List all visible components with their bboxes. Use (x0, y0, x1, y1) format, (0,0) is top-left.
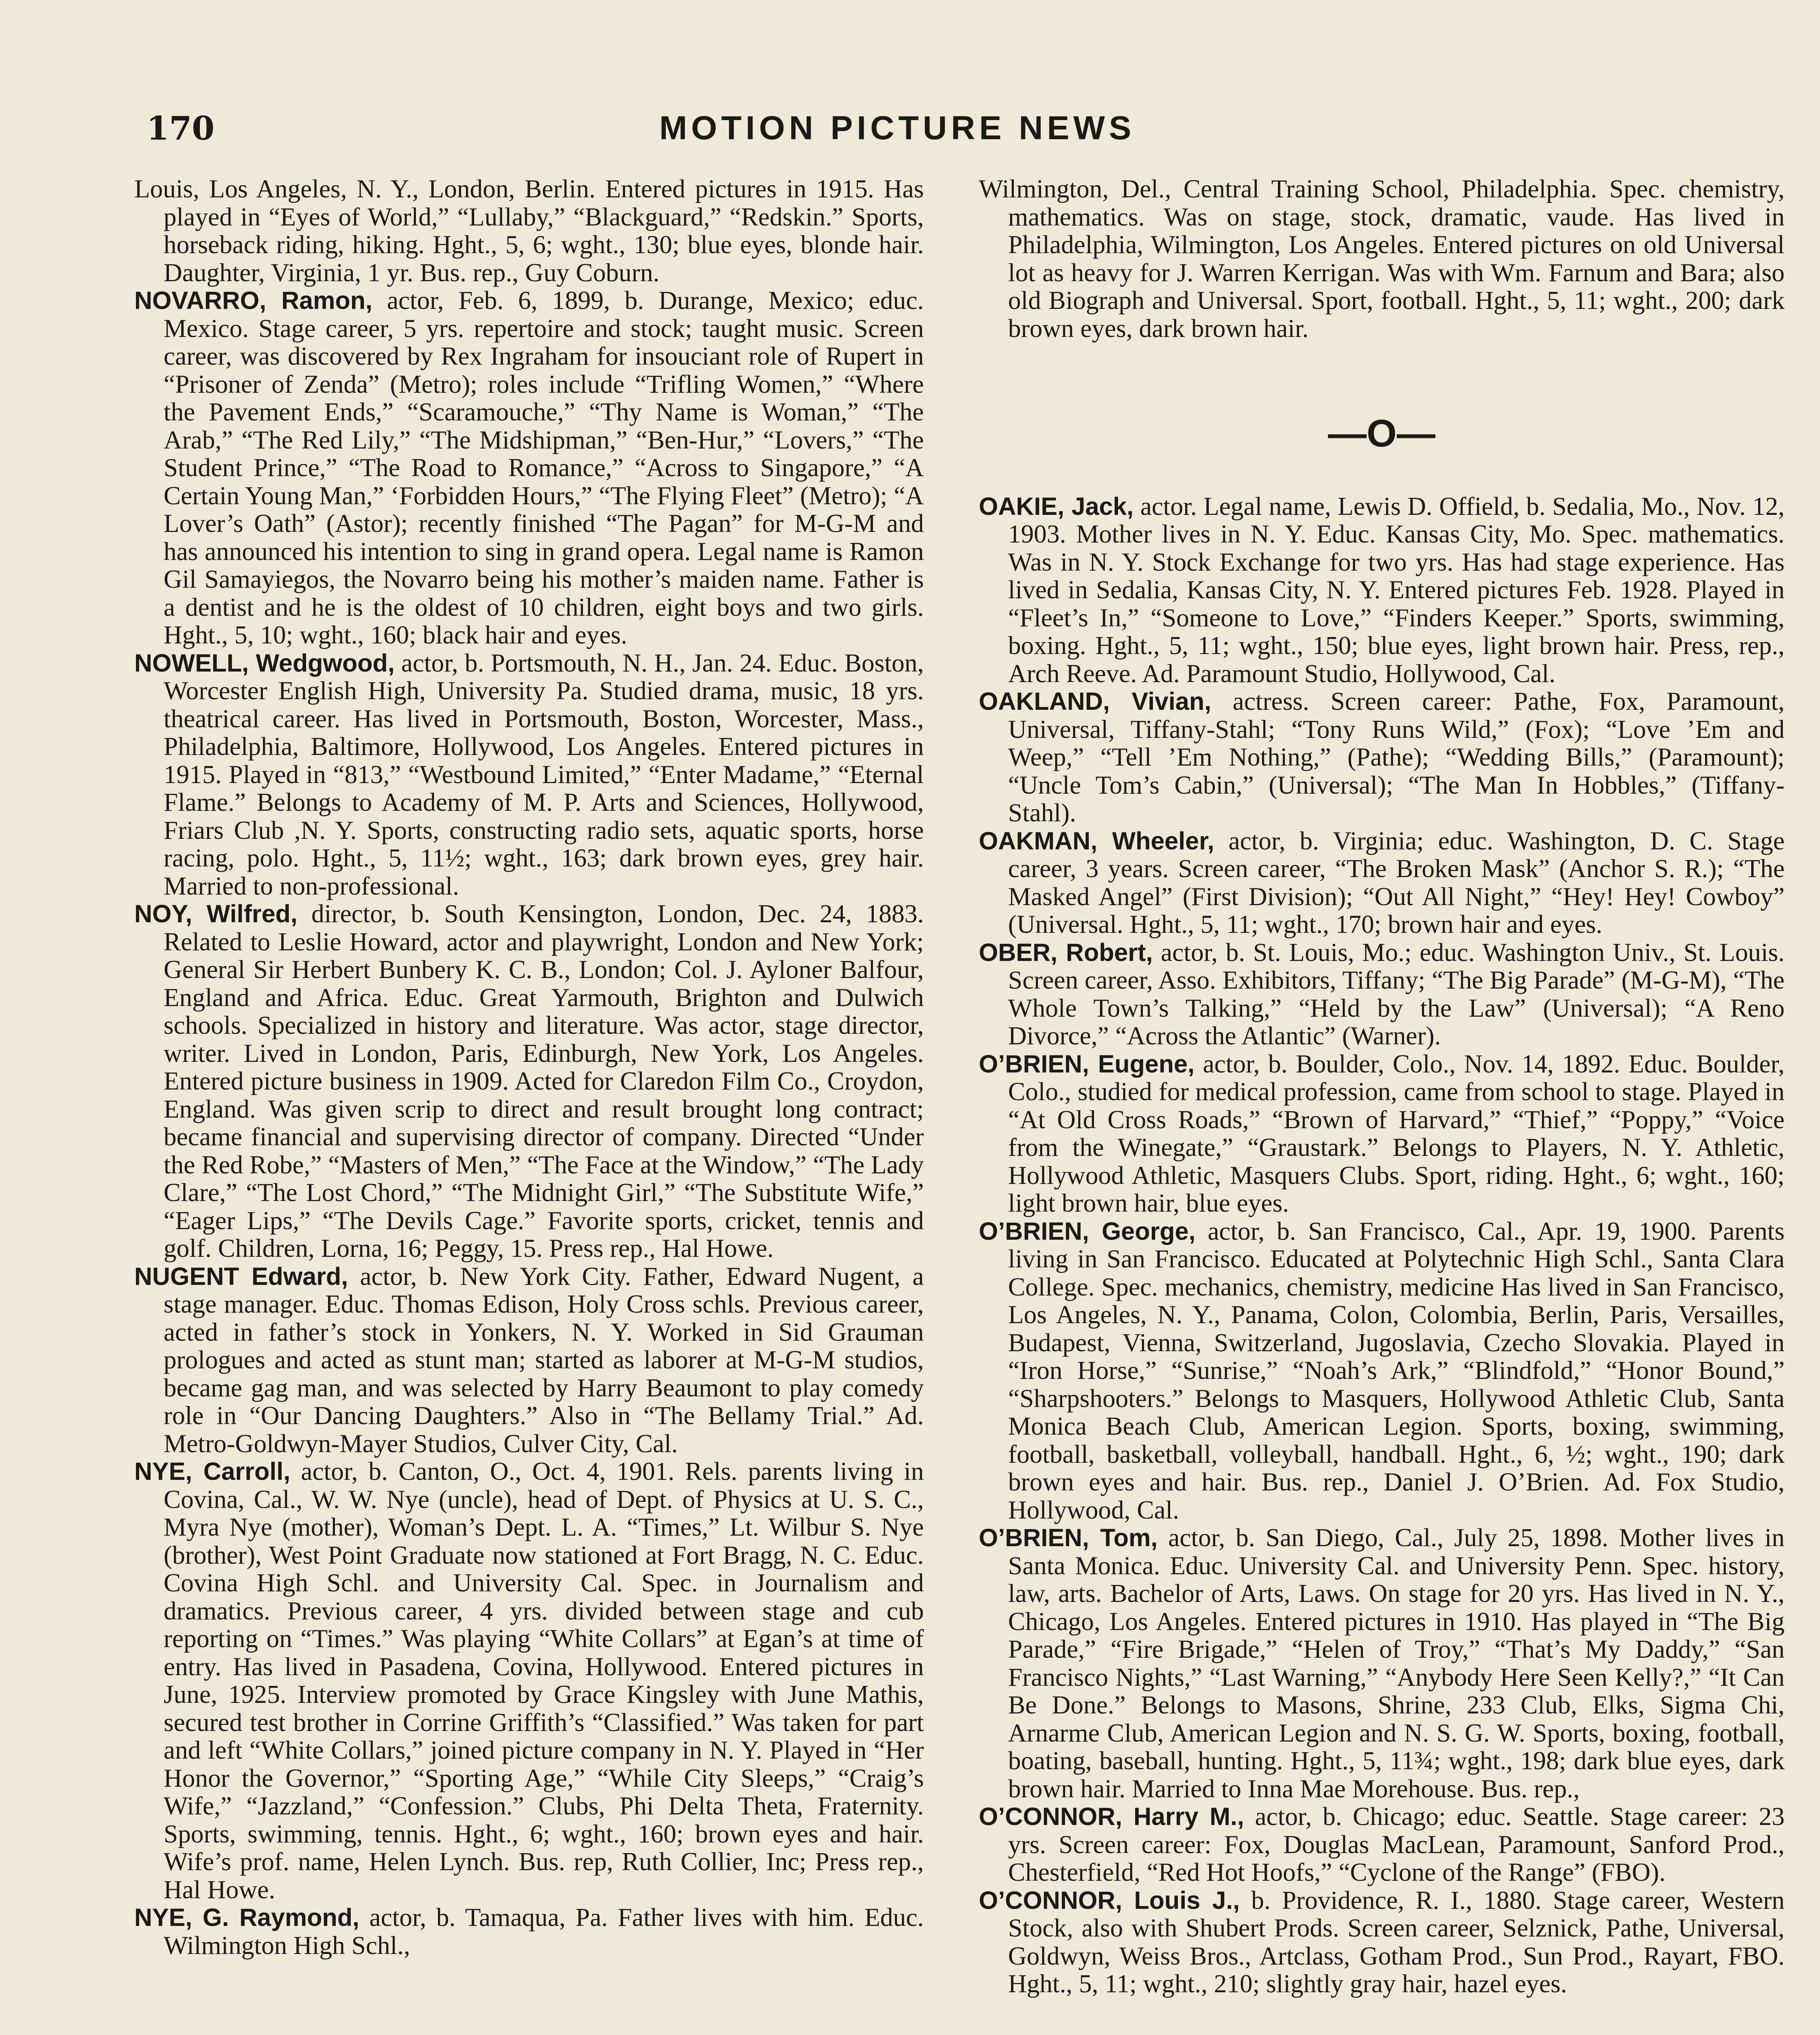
page-number: 170 (147, 109, 214, 147)
entry: Louis, Los Angeles, N. Y., London, Berlin. Entered pictures in 1915. Has played in “Eyes of World,” “Lullaby,” “Blackguard,” “Redskin.” Sports, horseback riding, hiking. Hght., 5, 6; wght., 130; blue eyes, blonde hair. Daughter, Virginia, 1 yr. Bus. rep., Guy Coburn. (134, 175, 924, 287)
entry: NOY, Wilfred, director, b. South Kensington, London, Dec. 24, 1883. Related to Leslie Howard, actor and playwright, London and New York; General Sir Herbert Bunbery K. C. B., London; Col. J. Ayloner Balfour, England and Africa. Educ. Great Yarmouth, Brighton and Dulwich schools. Specialized in history and literature. Was actor, stage director, writer. Lived in London, Paris, Edinburgh, New York, Los Angeles. Entered picture business in 1909. Acted for Claredon Film Co., Croydon, England. Was given scrip to direct and result brought long contract; became financial and supervising director of company. Directed “Under the Red Robe,” “Masters of Men,” “The Face at the Window,” “The Lady Clare,” “The Lost Chord,” “The Midnight Girl,” “The Substitute Wife,” “Eager Lips,” “The Devils Cage.” Favorite sports, cricket, tennis and golf. Children, Lorna, 16; Peggy, 15. Press rep., Hal Howe. (134, 899, 924, 1263)
entry: NUGENT Edward, actor, b. New York City. Father, Edward Nugent, a stage manager. Educ. Thomas Edison, Holy Cross schls. Previous career, acted in father’s stock in Yonkers, N. Y. Worked in Sid Grauman prologues and acted as stunt man; started as laborer at M-G-M studios, became gag man, and was selected by Harry Beaumont to play comedy role in “Our Dancing Daughters.” Also in “The Bellamy Trial.” Ad. Metro-Goldwyn-Mayer Studios, Culver City, Cal. (134, 1262, 924, 1458)
entry: OAKLAND, Vivian, actress. Screen career: Pathe, Fox, Paramount, Universal, Tiffany-Stahl; “Tony Runs Wild,” (Fox); “Love ’Em and Weep,” “Tell ’Em Nothing,” (Pathe); “Wedding Bills,” (Paramount); “Uncle Tom’s Cabin,” (Universal); “The Man In Hobbles,” (Tiffany-Stahl). (979, 687, 1785, 827)
left-column (134, 175, 924, 1959)
entry: OBER, Robert, actor, b. St. Louis, Mo.; educ. Washington Univ., St. Louis. Screen career, Asso. Exhibitors, Tiffany; “The Big Parade” (M-G-M), “The Whole Town’s Talking,” “Held by the Law” (Universal); “A Reno Divorce,” “Across the Atlantic” (Warner). (979, 938, 1785, 1050)
entry: OAKIE, Jack, actor. Legal name, Lewis D. Offield, b. Sedalia, Mo., Nov. 12, 1903. Mother lives in N. Y. Educ. Kansas City, Mo. Spec. mathematics. Was in N. Y. Stock Exchange for two yrs. Has had stage experience. Has lived in Sedalia, Kansas City, N. Y. Entered pictures Feb. 1928. Played in “Fleet’s In,” “Someone to Love,” “Finders Keeper.” Sports, swimming, boxing. Hght., 5, 11; wght., 150; blue eyes, light brown hair. Press, rep., Arch Reeve. Ad. Paramount Studio, Hollywood, Cal. (979, 492, 1785, 688)
entry: O’BRIEN, George, actor, b. San Francisco, Cal., Apr. 19, 1900. Parents living in San Francisco. Educated at Polytechnic High Schl., Santa Clara College. Spec. mechanics, chemistry, medicine Has lived in San Francisco, Los Angeles, N. Y., Panama, Colon, Colombia, Berlin, Paris, Versailles, Budapest, Vienna, Switzerland, Jugoslavia, Czecho Slovakia. Played in “Iron Horse,” “Sunrise,” “Noah’s Ark,” “Blindfold,” “Honor Bound,” “Sharpshooters.” Belongs to Masquers, Hollywood Athletic Club, Santa Monica Beach Club, American Legion. Sports, boxing, swimming, football, basketball, volleyball, handball. Hght., 6, ½; wght., 190; dark brown eyes and hair. Bus. rep., Daniel J. O’Brien. Ad. Fox Studio, Hollywood, Cal. (979, 1217, 1785, 1524)
entry: O’CONNOR, Harry M., actor, b. Chicago; educ. Seattle. Stage career: 23 yrs. Screen career: Fox, Douglas MacLean, Paramount, Sanford Prod., Chesterfield, “Red Hot Hoofs,” “Cyclone of the Range” (FBO). (979, 1802, 1785, 1886)
entry: NYE, G. Raymond, actor, b. Tamaqua, Pa. Father lives with him. Educ. Wilmington High Schl., (134, 1903, 924, 1960)
running-head: MOTION PICTURE NEWS (659, 109, 1135, 147)
entry: O’CONNOR, Louis J., b. Providence, R. I., 1880. Stage career, Western Stock, also with Shubert Prods. Screen career, Selznick, Pathe, Universal, Goldwyn, Weiss Bros., Artclass, Gotham Prod., Sun Prod., Rayart, FBO. Hght., 5, 11; wght., 210; slightly gray hair, hazel eyes. (979, 1886, 1785, 1998)
right-column (979, 175, 1785, 1998)
entry: NOVARRO, Ramon, actor, Feb. 6, 1899, b. Durange, Mexico; educ. Mexico. Stage career, 5 yrs. repertoire and stock; taught music. Screen career, was discovered by Rex Ingraham for insouciant role of Rupert in “Prisoner of Zenda” (Metro); roles include “Trifling Women,” “Where the Pavement Ends,” “Scaramouche,” “Thy Name is Woman,” “The Arab,” “The Red Lily,” “The Midshipman,” “Ben-Hur,” “Lovers,” “The Student Prince,” “The Road to Romance,” “Across to Singapore,” “A Certain Young Man,” ‘Forbidden Hours,” “The Flying Fleet” (Metro); “A Lover’s Oath” (Astor); recently finished “The Pagan” for M-G-M and has announced his intention to sing in grand opera. Legal name is Ramon Gil Samayiegos, the Novarro being his mother’s maiden name. Father is a dentist and he is the oldest of 10 children, eight boys and two girls. Hght., 5, 10; wght., 160; black hair and eyes. (134, 286, 924, 649)
section-letter-divider: —O— (1328, 412, 1435, 455)
entry: O’BRIEN, Eugene, actor, b. Boulder, Colo., Nov. 14, 1892. Educ. Boulder, Colo., studied for medical profession, came from school to stage. Played in “At Old Cross Roads,” “Brown of Harvard,” “Thief,” “Poppy,” “Voice from the Winegate,” “Graustark.” Belongs to Players, N. Y. Athletic, Hollywood Athletic, Masquers Clubs. Sport, riding. Hght., 6; wght., 160; light brown hair, blue eyes. (979, 1049, 1785, 1217)
entry: O’BRIEN, Tom, actor, b. San Diego, Cal., July 25, 1898. Mother lives in Santa Monica. Educ. University Cal. and University Penn. Spec. history, law, arts. Bachelor of Arts, Laws. On stage for 20 yrs. Has lived in N. Y., Chicago, Los Angeles. Entered pictures in 1910. Has played in “The Big Parade,” “Fire Brigade,” “Helen of Troy,” “That’s My Daddy,” “San Francisco Nights,” “Last Warning,” “Anybody Here Seen Kelly?,” “It Can Be Done.” Belongs to Masons, Shrine, 233 Club, Elks, Sigma Chi, Arnarme Club, American Legion and N. S. G. W. Sports, boxing, football, boating, baseball, hunting. Hght., 5, 11¾; wght., 198; dark blue eyes, dark brown hair. Married to Inna Mae Morehouse. Bus. rep., (979, 1523, 1785, 1803)
entry: NOWELL, Wedgwood, actor, b. Portsmouth, N. H., Jan. 24. Educ. Boston, Worcester English High, University Pa. Studied drama, music, 18 yrs. theatrical career. Has lived in Portsmouth, Boston, Worcester, Mass., Philadelphia, Baltimore, Hollywood, Los Angeles. Entered pictures in 1915. Played in “813,” “Westbound Limited,” “Enter Madame,” “Eternal Flame.” Belongs to Academy of M. P. Arts and Sciences, Hollywood, Friars Club ,N. Y. Sports, constructing radio sets, aquatic sports, horse racing, polo. Hght., 5, 11½; wght., 163; dark brown eyes, grey hair. Married to non-professional. (134, 648, 924, 900)
entry: NYE, Carroll, actor, b. Canton, O., Oct. 4, 1901. Rels. parents living in Covina, Cal., W. W. Nye (uncle), head of Dept. of Physics at U. S. C., Myra Nye (mother), Woman’s Dept. L. A. “Times,” Lt. Wilbur S. Nye (brother), West Point Graduate now stationed at Fort Bragg, N. C. Educ. Covina High Schl. and University Cal. Spec. in Journalism and dramatics. Previous career, 4 yrs. divided between stage and cub reporting on “Times.” Was playing “White Collars” at Egan’s at time of entry. Has lived in Pasadena, Covina, Hollywood. Entered pictures in June, 1925. Interview promoted by Grace Kingsley with June Mathis, secured test brother in Corrine Griffith’s “Classified.” Was taken for part and left “White Collars,” joined picture company in N. Y. Played in “Her Honor the Governor,” “Sporting Age,” “While City Sleeps,” “Craig’s Wife,” “Jazzland,” “Confession.” Clubs, Phi Delta Theta, Fraternity. Sports, swimming, tennis. Hght., 6; wght., 160; brown eyes and hair. Wife’s prof. name, Helen Lynch. Bus. rep, Ruth Collier, Inc; Press rep., Hal Howe. (134, 1457, 924, 1904)
entry: OAKMAN, Wheeler, actor, b. Virginia; educ. Washington, D. C. Stage career, 3 years. Screen career, “The Broken Mask” (Anchor S. R.); “The Masked Angel” (First Division); “Out All Night,” “Hey! Hey! Cowboy” (Universal. Hght., 5, 11; wght., 170; brown hair and eyes. (979, 826, 1785, 939)
entry: Wilmington, Del., Central Training School, Philadelphia. Spec. chemistry, mathematics. Was on stage, stock, dramatic, vaude. Has lived in Philadelphia, Wilmington, Los Angeles. Entered pictures on old Universal lot as heavy for J. Warren Kerrigan. Was with Wm. Farnum and Bara; also old Biograph and Universal. Sport, football. Hght., 5, 11; wght., 200; dark brown eyes, dark brown hair. (979, 175, 1785, 343)
